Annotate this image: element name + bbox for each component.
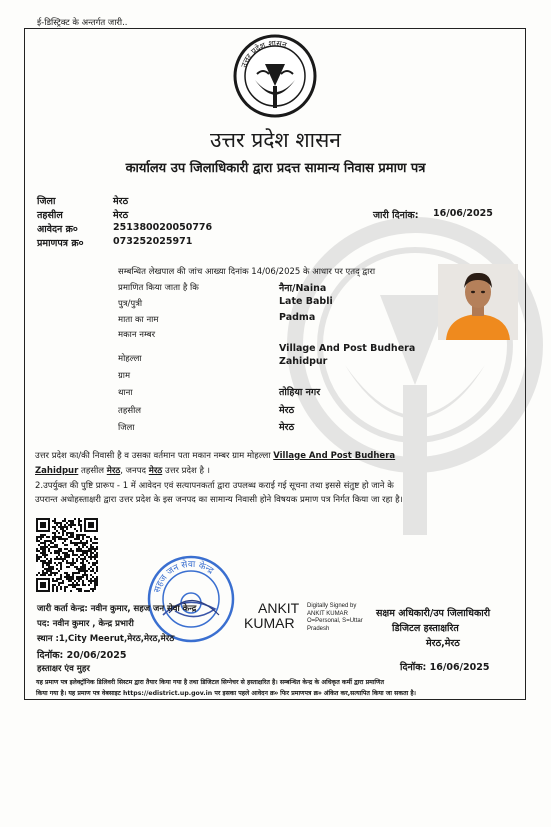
detail-value-police: तोहिया नगर — [279, 387, 321, 398]
detail-value-district: मेरठ — [279, 422, 295, 433]
detail-value-mohalla: Village And Post Budhera — [279, 343, 416, 354]
page-subtitle: कार्यालय उप जिलाधिकारी द्वारा प्रदत्त सामान्य निवास प्रमाण पत्र — [125, 161, 426, 176]
kiosk-seal-icon — [145, 553, 237, 645]
detail-label-district: जिला — [118, 423, 135, 433]
detail-value-father: Late Babli — [279, 296, 333, 307]
qr-code-icon — [36, 518, 98, 592]
emblem-arc-text: उत्तर प्रदेश शासन — [239, 38, 288, 69]
detail-value-mohalla-2: Zahidpur — [279, 356, 328, 367]
digital-signer-name — [244, 600, 300, 631]
applicant-photo — [438, 264, 518, 340]
detail-label-police: थाना — [118, 388, 133, 398]
residence-text-3: , जनपद — [120, 466, 147, 476]
district-label: जिला — [37, 196, 56, 207]
para2-line-1: 2.उपर्युक्त की पुष्टि प्रारूप - 1 में आवेदन एवं सत्यापनकर्ता द्वारा उपलब्ध कराई गई सूचना तथा इससे संतुष्ट हो जाने के — [35, 481, 394, 491]
seal-arc-text: सहज जन सेवा केन्द्र — [152, 559, 216, 594]
tehsil-value: मेरठ — [113, 210, 129, 221]
detail-label-mother: माता का नाम — [118, 315, 159, 325]
certificate-value: 073252025971 — [113, 236, 193, 247]
residence-text-1: उत्तर प्रदेश का/की निवासी है व उसका वर्तमान पता मकान नम्बर ग्राम मोहल्ला — [35, 451, 271, 461]
detail-label-mohalla: मोहल्ला — [118, 354, 142, 364]
footer-line-2: किया गया है। यह प्रमाण पत्र वेबसाइट https://edistrict.up.gov.in पर इसका पहले आवेदन क्र० फिर प्रमाणपत्र क्र० अंकित कर,सत्यापित किया जा सकता है। — [36, 690, 416, 697]
certify-line-1: सम्बन्धित लेखपाल की जांच आख्या दिनांक 14/06/2025 के आधार पर एतद् द्वारा — [118, 267, 376, 277]
digital-sign-line-3: O=Personal, S=Uttar — [307, 618, 363, 624]
applicant-portrait-icon — [438, 264, 518, 340]
officer-date: दिनॉक: 16/06/2025 — [400, 662, 490, 673]
residence-line-1 — [35, 450, 395, 461]
digital-sign-line-4: Pradesh — [307, 625, 330, 632]
detail-label-father: पुत्र/पुत्री — [118, 299, 143, 309]
issuer-sign-seal: हस्ताक्षर एंव मुहर — [37, 664, 90, 674]
residence-line-2 — [35, 465, 210, 476]
issuer-date: दिनॉक: 20/06/2025 — [37, 650, 127, 661]
certify-line-2: प्रमाणित किया जाता है कि — [118, 283, 199, 293]
issue-date-value: 16/06/2025 — [433, 208, 493, 219]
officer-digital: डिजिटल हस्ताक्षरित — [392, 623, 459, 634]
up-emblem-icon — [233, 34, 317, 118]
detail-label-village: ग्राम — [118, 371, 131, 381]
application-label: आवेदन क्र० — [37, 224, 78, 235]
issuer-post: पद: नवीन कुमार , केन्द्र प्रभारी — [37, 619, 134, 629]
officer-title: सक्षम अधिकारी/उप जिलाधिकारी — [376, 608, 491, 619]
digital-sign-line-2: ANKIT KUMAR — [307, 610, 348, 617]
residence-tehsil: मेरठ — [106, 466, 121, 476]
district-value: मेरठ — [113, 196, 129, 207]
detail-value-mother: Padma — [279, 312, 316, 323]
digital-sign-line-1: Digitally Signed by — [307, 603, 357, 609]
footer-line-1: यह प्रमाण पत्र इलेक्ट्रॉनिक डिलिवरी सिस्टम द्वारा तैयार किया गया है तथा डिजिटल सिग्नेचर से हस्ताक्षरित है। सम्बन्धित केन्द्र के अधिकृत कर्मी द्वारा प्रमाणित — [36, 679, 385, 686]
detail-value-tehsil: मेरठ — [279, 405, 295, 416]
para2-line-2: उपरान्त अधोहस्ताक्षरी द्वारा उत्तर प्रदेश के इस जनपद का सामान्य निवासी होने विषयक प्रमाण पत्र निर्गत किया जा रहा है। — [35, 495, 403, 505]
certificate-label: प्रमाणपत्र क्र० — [37, 238, 84, 249]
header-note: ई-डिस्ट्रिक्ट के अन्तर्गत जारी.. — [37, 18, 128, 28]
residence-text-4: उत्तर प्रदेश है । — [164, 466, 210, 476]
issuer-place: स्थान :1,City Meerut,मेरठ,मेरठ,मेरठ — [37, 634, 175, 644]
page-title: उत्तर प्रदेश शासन — [210, 128, 341, 152]
issuer-center: जारी कर्ता केन्द्र: नवीन कुमार, सहज जन सेवा केन्द्र — [37, 604, 197, 614]
residence-text-2: तहसील — [80, 466, 105, 476]
residence-address-2: Zahidpur — [35, 466, 79, 476]
detail-label-house: मकान नम्बर — [118, 330, 156, 340]
tehsil-label: तहसील — [37, 210, 63, 221]
residence-district: मेरठ — [148, 466, 163, 476]
issue-date-label: जारी दिनांक: — [373, 210, 419, 221]
detail-label-tehsil: तहसील — [118, 406, 142, 416]
application-value: 251380020050776 — [113, 222, 213, 233]
signer-last-name: KUMAR — [244, 615, 295, 631]
digital-signature-details — [307, 603, 363, 633]
detail-name-value: नैना/Naina — [279, 283, 327, 294]
signer-first-name: ANKIT — [258, 600, 300, 616]
residence-address-1: Village And Post Budhera — [273, 451, 396, 461]
officer-place: मेरठ,मेरठ — [426, 638, 460, 649]
